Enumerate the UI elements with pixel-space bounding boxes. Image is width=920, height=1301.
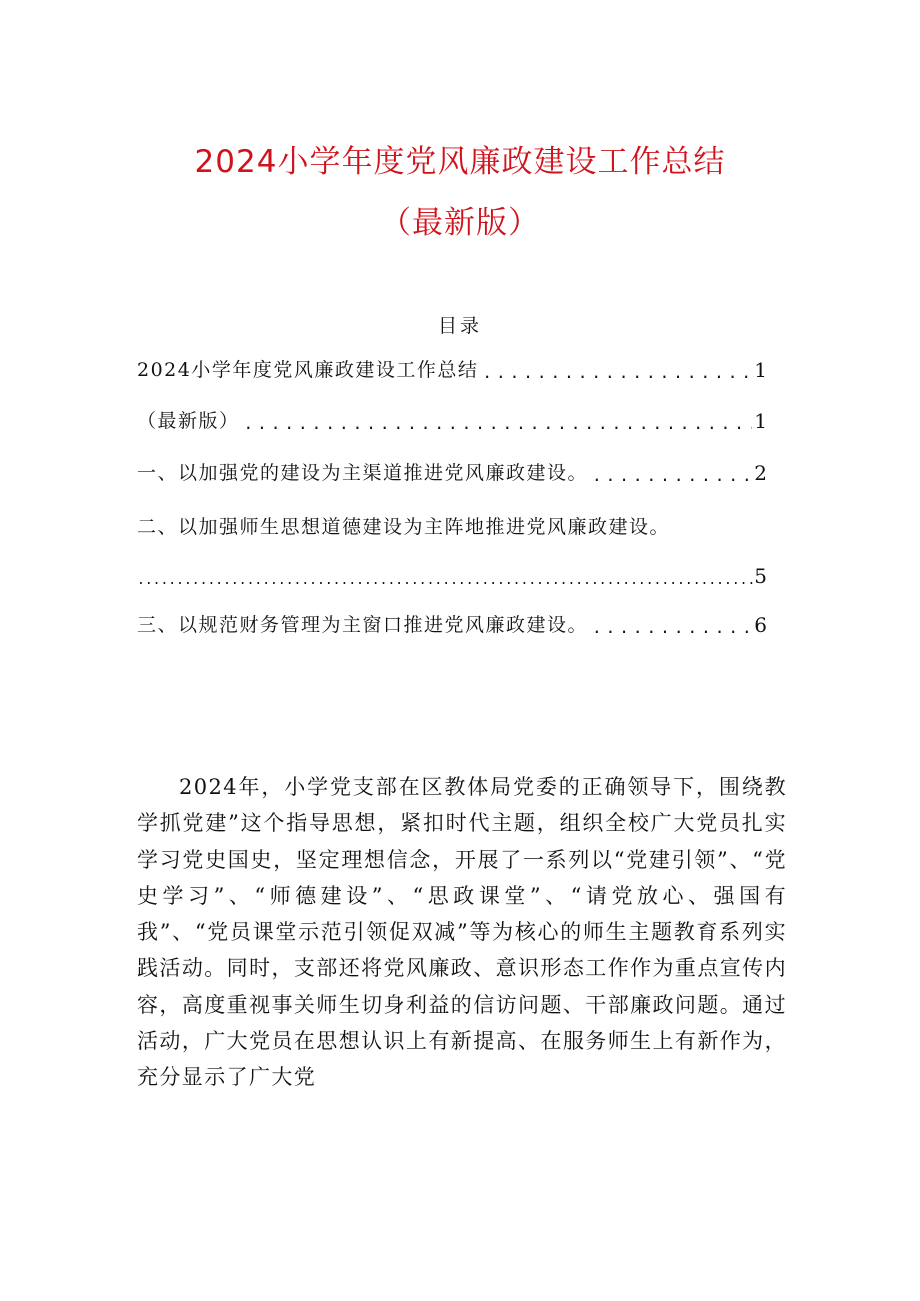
- toc-entry-page: 1: [754, 409, 767, 433]
- toc-entry-section-3[interactable]: [137, 607, 767, 637]
- toc-entry-section-2[interactable]: [137, 512, 767, 539]
- toc-leader-dots: [592, 618, 752, 637]
- toc-leader-dots: [244, 414, 753, 433]
- toc-leader-dots: [482, 363, 752, 382]
- toc-entry-subtitle[interactable]: [137, 403, 767, 433]
- toc-entry-section-1[interactable]: [137, 455, 767, 485]
- toc-entry-text: 二、以加强师生思想道德建设为主阵地推进党风廉政建设。: [137, 516, 671, 538]
- toc-entry-page: 6: [754, 613, 767, 637]
- body-paragraph: 2024年，小学党支部在区教体局党委的正确领导下，围绕教学抓党建”这个指导思想，紧扣时代主题，组织全校广大党员扎实学习党史国史，坚定理想信念，开展了一系列以“党建引领”、“党史学习”、“师德建设”、“思政课堂”、“请党放心、强国有我”、“党员课堂示范引领促双减”等为核心的师生主题教育系列实践活动。同时，支部还将党风廉政、意识形态工作作为重点宣传内容，高度重视事关师生切身利益的信访问题、干部廉政问题。通过活动，广大党员在思想认识上有新提高、在服务师生上有新作为，充分显示了广大党: [137, 775, 787, 1090]
- toc-entry-section-2-leader[interactable]: [137, 558, 767, 588]
- toc-entry-text: 三、以规范财务管理为主窗口推进党风廉政建设。: [137, 614, 589, 636]
- toc-leader-dots: [137, 573, 754, 588]
- toc-entry-page: 2: [754, 461, 767, 485]
- document-subtitle: （最新版）: [380, 205, 540, 241]
- toc-leader-dots: [592, 466, 752, 485]
- toc-entry-text: 2024小学年度党风廉政建设工作总结: [137, 359, 479, 381]
- toc-entry-title[interactable]: [137, 352, 767, 382]
- document-title: 2024小学年度党风廉政建设工作总结: [194, 144, 726, 180]
- toc-heading: 目录: [437, 315, 482, 337]
- toc-entry-page: 1: [754, 358, 767, 382]
- toc-entry-text: 一、以加强党的建设为主渠道推进党风廉政建设。: [137, 462, 589, 484]
- toc-entry-text: （最新版）: [137, 410, 240, 432]
- toc-entry-page: 5: [754, 564, 767, 588]
